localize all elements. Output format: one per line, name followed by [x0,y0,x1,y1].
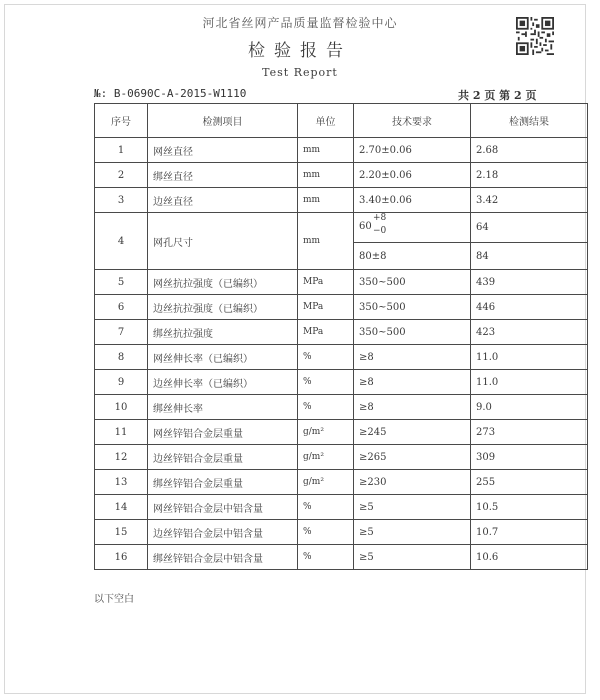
result: 273 [471,420,588,445]
blank-below-note: 以下空白 [94,594,134,605]
row-number: 6 [95,295,148,320]
table-row [95,420,588,445]
table-row [95,188,588,213]
report-subtitle: Test Report [262,66,338,79]
requirement: ≥5 [354,520,471,545]
row-number: 16 [95,545,148,570]
unit: % [298,520,354,545]
test-item: 绑丝直径 [148,163,298,188]
requirement: ≥8 [354,395,471,420]
row-number: 1 [95,138,148,163]
page-indicator: 共 2 页 第 2 页 [458,89,537,102]
unit: % [298,545,354,570]
result: 10.5 [471,495,588,520]
row-number: 11 [95,420,148,445]
header-unit: 单位 [298,104,354,138]
requirement: 350~500 [354,320,471,345]
test-item: 网孔尺寸 [148,213,298,270]
table-row [95,295,588,320]
result: 255 [471,470,588,495]
requirement [354,213,471,243]
table-row [95,163,588,188]
requirement: ≥245 [354,420,471,445]
result: 10.7 [471,520,588,545]
table-row [95,270,588,295]
table-row [95,320,588,345]
result: 2.68 [471,138,588,163]
requirement: 350~500 [354,270,471,295]
requirement: 2.70±0.06 [354,138,471,163]
row-number: 3 [95,188,148,213]
test-item: 网丝抗拉强度（已编织） [148,270,298,295]
unit: g/m² [298,420,354,445]
row-number: 13 [95,470,148,495]
result: 10.6 [471,545,588,570]
table-row [95,545,588,570]
requirement: ≥8 [354,370,471,395]
issuing-organization: 河北省丝网产品质量监督检验中心 [202,16,398,30]
requirement: ≥230 [354,470,471,495]
result: 439 [471,270,588,295]
requirement: 2.20±0.06 [354,163,471,188]
report-title: 检验报告 [248,41,352,61]
test-item: 网丝直径 [148,138,298,163]
test-item: 边丝直径 [148,188,298,213]
test-item: 绑丝锌铝合金层重量 [148,470,298,495]
lower-tolerance: −0 [373,226,387,236]
result: 446 [471,295,588,320]
requirement: ≥5 [354,495,471,520]
test-item: 绑丝伸长率 [148,395,298,420]
report-number: №: B-0690C-A-2015-W1110 [94,87,247,100]
tolerance-value [359,213,419,239]
test-item: 网丝锌铝合金层重量 [148,420,298,445]
test-item: 边丝抗拉强度（已编织） [148,295,298,320]
nominal-size: 60 [359,221,372,232]
header-no: 序号 [95,104,148,138]
table-row [95,370,588,395]
table-row [95,395,588,420]
requirement: ≥265 [354,445,471,470]
row-number: 12 [95,445,148,470]
requirement: 350~500 [354,295,471,320]
row-number: 7 [95,320,148,345]
unit: % [298,370,354,395]
row-number: 5 [95,270,148,295]
header-requirement: 技术要求 [354,104,471,138]
unit: % [298,345,354,370]
table-row [95,213,588,243]
unit: g/m² [298,470,354,495]
table-row [95,445,588,470]
result: 11.0 [471,345,588,370]
row-number: 14 [95,495,148,520]
result: 309 [471,445,588,470]
result: 9.0 [471,395,588,420]
unit: mm [298,188,354,213]
test-item: 网丝锌铝合金层中铝含量 [148,495,298,520]
result: 11.0 [471,370,588,395]
unit: mm [298,213,354,270]
requirement: 3.40±0.06 [354,188,471,213]
unit: % [298,395,354,420]
test-item: 网丝伸长率（已编织） [148,345,298,370]
unit: % [298,495,354,520]
unit: g/m² [298,445,354,470]
result: 423 [471,320,588,345]
row-number: 9 [95,370,148,395]
row-number: 4 [95,213,148,270]
requirement: 80±8 [354,243,471,270]
test-item: 边丝伸长率（已编织） [148,370,298,395]
row-number: 10 [95,395,148,420]
result: 2.18 [471,163,588,188]
upper-tolerance: +8 [373,213,387,223]
table-row [95,520,588,545]
table-row [95,345,588,370]
test-item: 绑丝锌铝合金层中铝含量 [148,545,298,570]
header-item: 检测项目 [148,104,298,138]
result: 3.42 [471,188,588,213]
unit: mm [298,163,354,188]
header-result: 检测结果 [471,104,588,138]
row-number: 15 [95,520,148,545]
table-row [95,470,588,495]
unit: mm [298,138,354,163]
requirement: ≥8 [354,345,471,370]
test-item: 边丝锌铝合金层中铝含量 [148,520,298,545]
table-header-row [95,104,588,138]
unit: MPa [298,320,354,345]
row-number: 8 [95,345,148,370]
test-item: 绑丝抗拉强度 [148,320,298,345]
row-number: 2 [95,163,148,188]
qr-code-icon [516,17,554,55]
test-results-table [94,103,588,570]
table-row [95,495,588,520]
test-item: 边丝锌铝合金层重量 [148,445,298,470]
result: 64 [471,213,588,243]
unit: MPa [298,270,354,295]
result: 84 [471,243,588,270]
requirement: ≥5 [354,545,471,570]
table-row [95,138,588,163]
unit: MPa [298,295,354,320]
